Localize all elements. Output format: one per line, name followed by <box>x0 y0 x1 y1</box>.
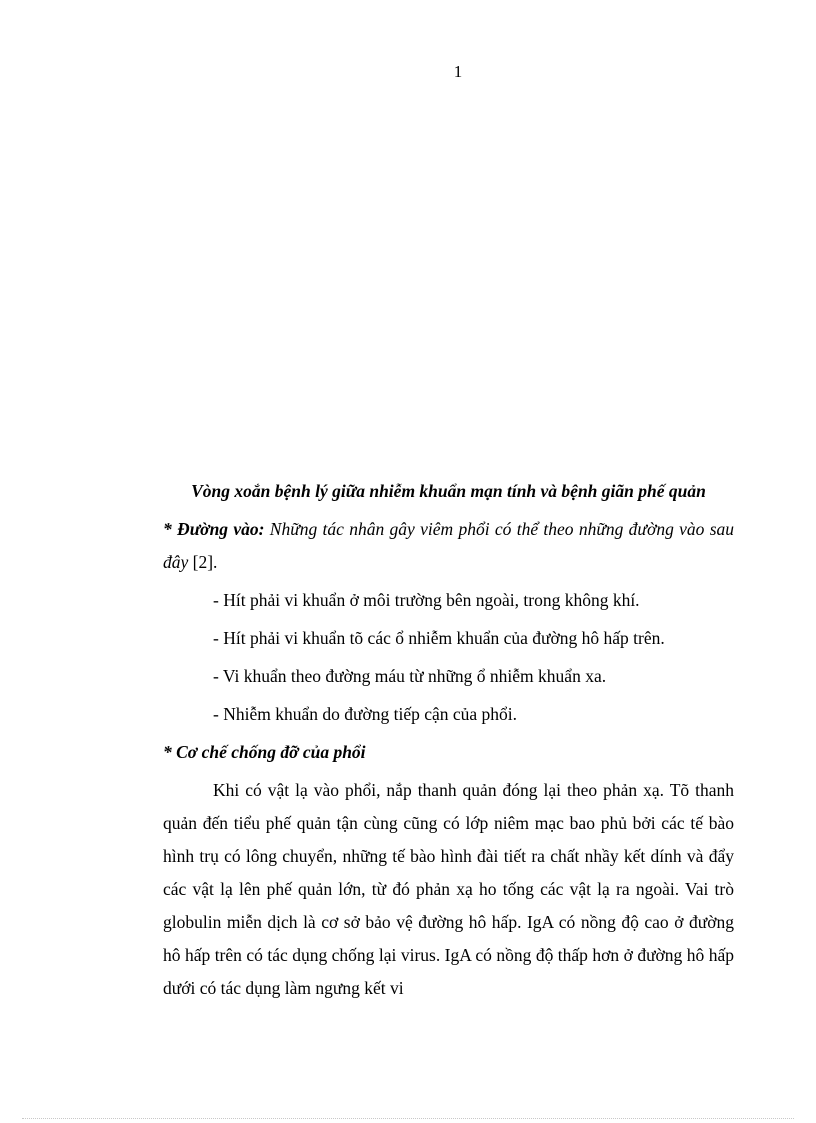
list-item: - Hít phải vi khuẩn ở môi trường bên ngoài, trong không khí. <box>213 590 640 610</box>
list-item: - Vi khuẩn theo đường máu từ những ổ nhiễm khuẩn xa. <box>213 666 607 686</box>
document-body <box>163 475 734 1005</box>
entry-route-paragraph <box>163 513 734 579</box>
section-title: Vòng xoắn bệnh lý giữa nhiễm khuẩn mạn tính và bệnh giãn phế quản <box>191 481 706 501</box>
defense-paragraph: Khi có vật lạ vào phổi, nắp thanh quản đóng lại theo phản xạ. Tõ thanh quản đến tiểu phế quản tận cùng cũng có lớp niêm mạc bao phủ bởi các tế bào hình trụ có lông chuyển, những tế bào hình đài tiết ra chất nhầy kết dính và đẩy các vật lạ lên phế quản lớn, từ đó phản xạ ho tống các vật lạ ra ngoài. Vai trò globulin miễn dịch là cơ sở bảo vệ đường hô hấp. IgA có nồng độ cao ở đường hô hấp trên có tác dụng chống lại virus. IgA có nồng độ thấp hơn ở đường hô hấp dưới có tác dụng làm ngưng kết vi <box>163 780 734 998</box>
list-item: - Nhiễm khuẩn do đường tiếp cận của phổi. <box>213 704 518 724</box>
list-item: - Hít phải vi khuẩn tõ các ổ nhiễm khuẩn của đường hô hấp trên. <box>213 628 665 648</box>
entry-route-citation: [2]. <box>188 552 218 572</box>
defense-heading: * Cơ chế chống đỡ của phổi <box>163 742 366 762</box>
entry-route-text: Những tác nhân gây viêm phổi có thể theo những đường vào sau đây <box>163 519 735 572</box>
entry-route-label: * Đường vào: <box>163 519 265 539</box>
page-bottom-divider <box>22 1118 794 1119</box>
page-number: 1 <box>453 62 463 81</box>
